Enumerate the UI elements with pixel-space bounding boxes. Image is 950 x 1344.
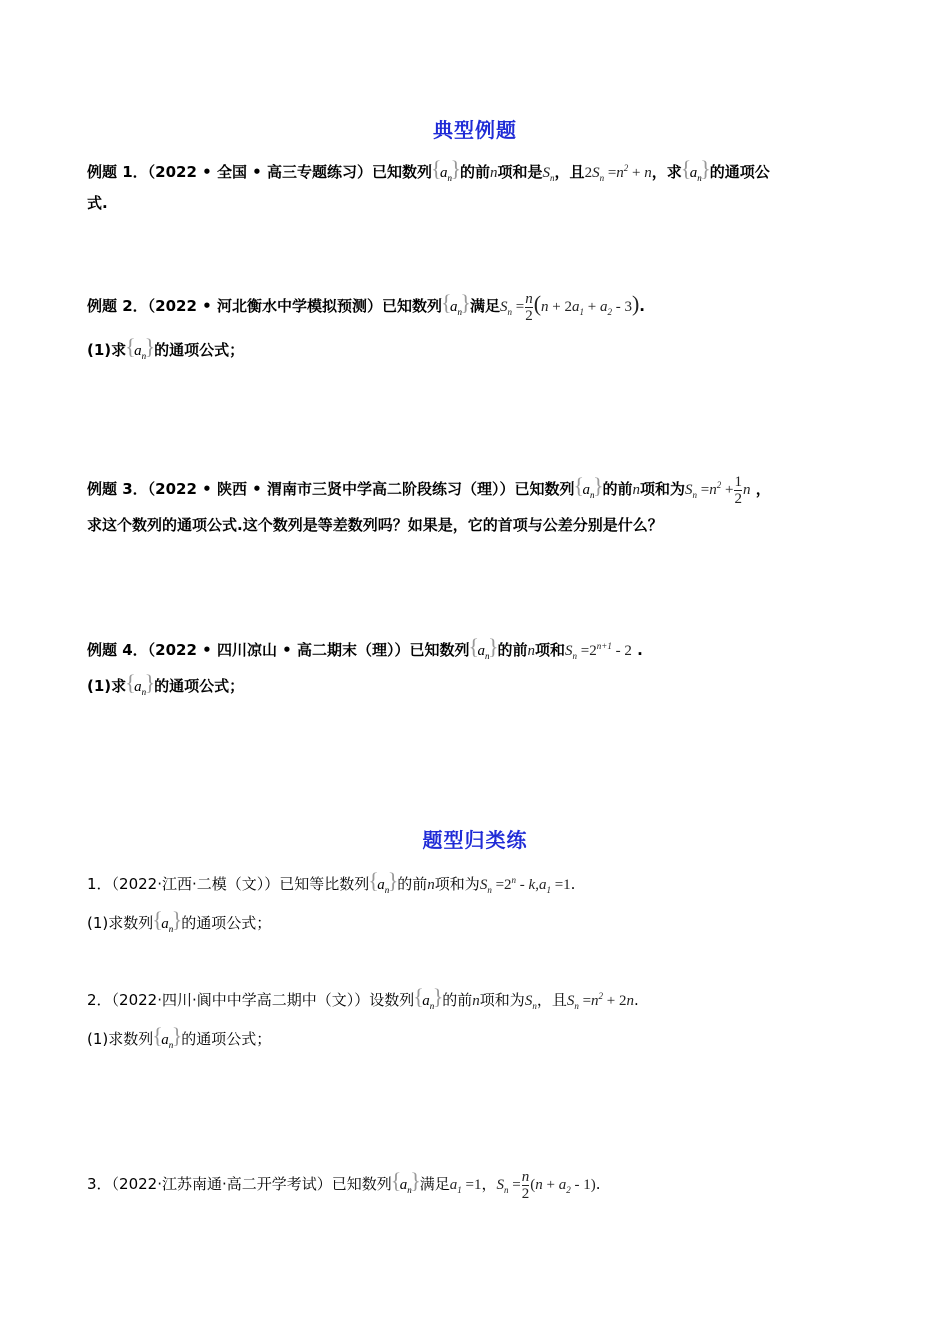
example-3-line-1: 例题 3．（2022 • 陕西 • 渭南市三贤中学高二阶段练习（理））已知数列{ $a_n$ } 的前n项和为$S_n =n^2$ + $\frac{1}{2}$ n ， (87, 473, 771, 507)
problem-1-line-1: 1．（2022·江西·二模（文））已知等比数列{ $a_n$ } 的前n项和为$S_n =2^n - k,a_1 =1$. (87, 868, 575, 902)
section-title-practice: 题型归类练 (422, 828, 528, 852)
problem-3-line-1: 3．（2022·江苏南通·高二开学考试）已知数列{ $a_n$ } 满足$a_1 =1$，$S_n$ = $\frac{n}{2}$ $(n + a_2 - 1)$. (87, 1169, 601, 1202)
example-2-line-1: 例题 2．（2022 • 河北衡水中学模拟预测）已知数列{ $a_n$ } 满足$S_n$ = $\frac{n}{2}$ $(n + 2a_1 + a_2 - 3)$. (87, 291, 645, 324)
math-sequence-an: { $a_n$ } (434, 161, 458, 190)
example-2-question-1: (1)求{ $a_n$ } 的通项公式； (87, 338, 244, 368)
section-title-typical-examples: 典型例题 (433, 118, 517, 142)
math-equation-geometric: $S_n =2^n - k,a_1 =1$ (479, 875, 571, 895)
math-equation-2sn: $2S_n =n^2 + n$ (584, 163, 652, 183)
problem-1-source: （2022·江西·二模（文）） (111, 875, 280, 893)
problem-2-source: （2022·四川·阆中中学高二期中（文）） (111, 991, 370, 1009)
problem-1-question-1: (1)求数列{ $a_n$ } 的通项公式； (87, 911, 271, 941)
example-3-line-2: 求这个数列的通项公式.这个数列是等差数列吗？如果是，它的首项与公差分别是什么？ (87, 516, 663, 534)
example-3-source: （2022 • 陕西 • 渭南市三贤中学高二阶段练习（理）） (147, 480, 515, 498)
example-1-line-2: 式. (87, 194, 108, 212)
problem-3-source: （2022·江苏南通·高二开学考试） (111, 1174, 332, 1193)
example-1-line-1: 例题 1．（2022 • 全国 • 高三专题练习）已知数列{ $a_n$ } 的前n项和是$S_n$，且$2S_n =n^2 + n$，求{ $a_n$ } 的通项公 (87, 156, 770, 190)
math-equation-sn-power: $S_n =2^{n+1} - 2$ (565, 641, 632, 661)
example-2-label: 例题 2． (87, 296, 148, 315)
math-sn: $S_n$ (542, 165, 555, 183)
problem-2-question-1: (1)求数列{ $a_n$ } 的通项公式； (87, 1027, 271, 1057)
math-equation-sn-half: $S_n$ = $\frac{n}{2}$ $(n + a_2 - 1)$ (496, 1169, 596, 1202)
math-equation-sn-formula: $S_n$ = $\frac{n}{2}$ $(n + 2a_1 + a_2 - 3)$ (499, 290, 640, 324)
problem-2-label: 2． (87, 991, 112, 1009)
math-equation-sn-n2-2n: $S_n =n^2 + 2n$ (566, 991, 635, 1011)
example-1-label: 例题 1． (87, 163, 148, 181)
example-1-source: （2022 • 全国 • 高三专题练习） (147, 163, 372, 181)
example-3-label: 例题 3． (87, 480, 148, 498)
problem-2-line-1: 2．（2022·四川·阆中中学高二期中（文））设数列{ $a_n$ } 的前n项和为$S_n$，且$S_n =n^2 + 2n$. (87, 984, 639, 1018)
problem-1-label: 1． (87, 875, 112, 893)
example-4-line-1: 例题 4．（2022 • 四川凉山 • 高二期末（理））已知数列{ $a_n$ } 的前n项和$S_n =2^{n+1} - 2$ . (87, 634, 643, 668)
example-2-source: （2022 • 河北衡水中学模拟预测） (147, 296, 382, 315)
problem-3-label: 3． (87, 1174, 112, 1193)
example-4-label: 例题 4． (87, 641, 148, 659)
math-equation-sn-quadratic: $S_n =n^2$ + $\frac{1}{2}$ n (685, 474, 751, 508)
example-4-source: （2022 • 四川凉山 • 高二期末（理）） (147, 641, 410, 659)
example-4-question-1: (1)求{ $a_n$ } 的通项公式； (87, 674, 244, 704)
